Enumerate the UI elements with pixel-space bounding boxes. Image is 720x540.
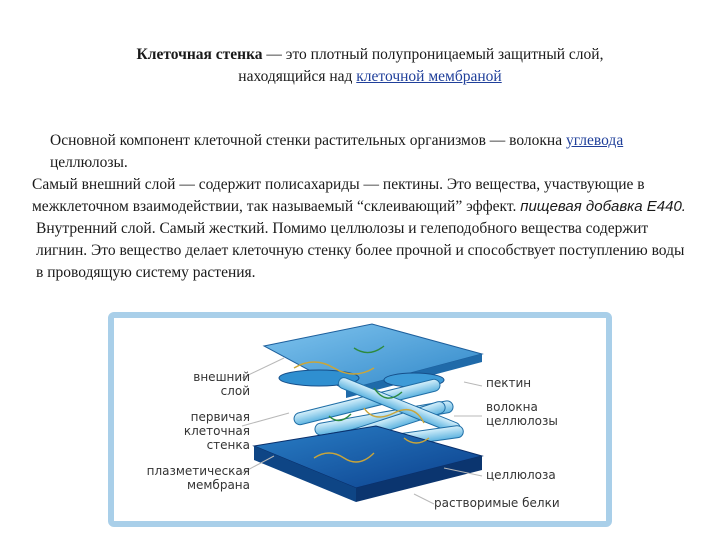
paragraph-inner-layer: Внутренний слой. Самый жесткий. Помимо целлюлозы и гелеподобного вещества содержит лигнин. Это вещество делает клеточную стенку более прочной и способствует поступлению воды в проводящую систему растения.: [36, 220, 685, 281]
pectin-label: пектин: [486, 376, 532, 390]
heading-line-2: [60, 66, 680, 88]
outer-layer-label: внешний слой: [193, 370, 250, 398]
cellulose-label: целлюлоза: [486, 468, 556, 482]
carbohydrate-link[interactable]: углевода: [565, 132, 624, 149]
heading: [60, 44, 680, 88]
body-text: [32, 130, 692, 284]
cell-membrane-link[interactable]: клеточной мембраной: [356, 68, 502, 85]
heading-line-1: [60, 44, 680, 66]
heading-rest: — это плотный полупроницаемый защитный слой,: [262, 46, 604, 63]
heading-line2-prefix: находящийся над: [238, 68, 357, 85]
primary-cell-wall-label: первичая клеточная стенка: [183, 410, 250, 452]
paragraph-main-component: Основной компонент клеточной стенки растительных организмов — волокна углевода целлюлозы.: [50, 132, 624, 171]
heading-term: Клеточная стенка: [136, 46, 263, 63]
food-additive-text: пищевая добавка E440.: [520, 198, 686, 215]
soluble-proteins-label: растворимые белки: [434, 496, 560, 510]
cellulose-fibers-label: волокна целлюлозы: [486, 400, 558, 428]
cell-wall-diagram: [108, 312, 612, 527]
paragraph-outer-layer: Самый внешний слой — содержит полисахариды — пектины. Это вещества, участвующие в межклеточном взаимодействии, так называемый “склеивающий” эффект. пищевая добавка E440.: [32, 176, 686, 215]
plasma-membrane-label: плазметическая мембрана: [146, 464, 250, 492]
